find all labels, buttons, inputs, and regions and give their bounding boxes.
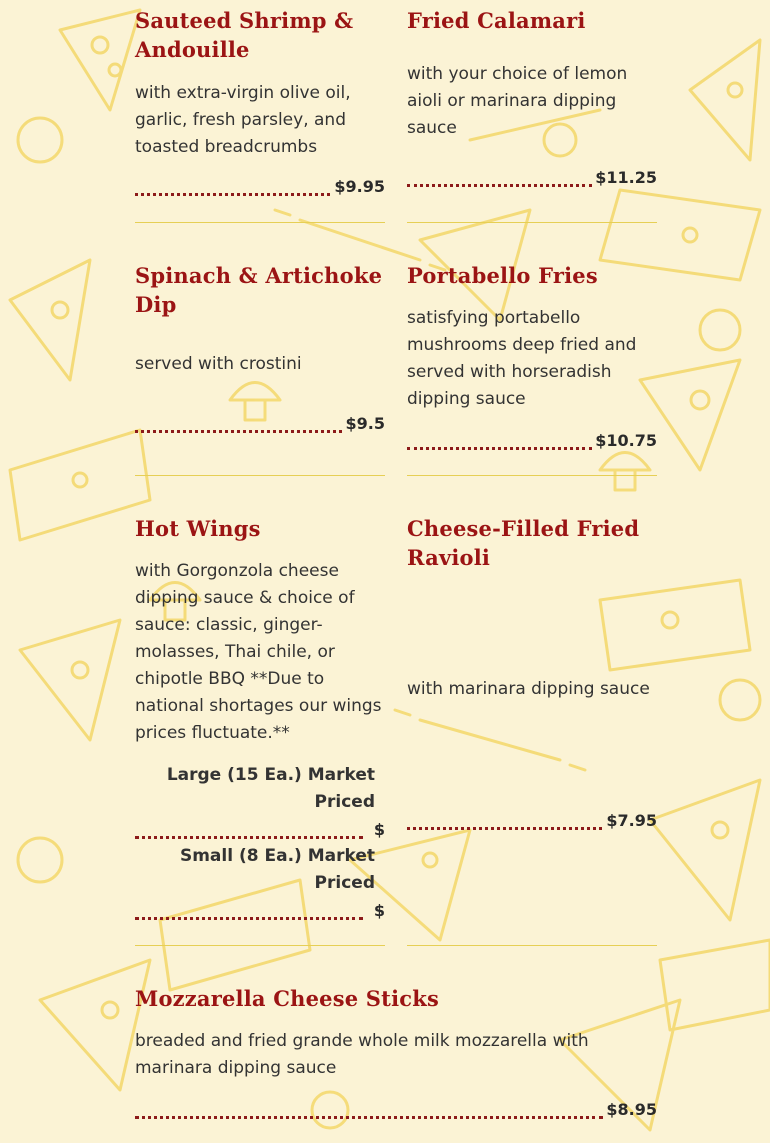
menu-item-title: Spinach & Artichoke Dip: [135, 263, 383, 317]
price-row: [407, 430, 657, 452]
menu-item-price: $9.5: [345, 414, 385, 433]
divider: [135, 222, 385, 223]
divider: [135, 475, 385, 476]
price-row: [135, 176, 385, 198]
menu-item-description: served with crostini: [135, 354, 302, 374]
divider: [407, 475, 657, 476]
menu-item-description: satisfying portabello mushrooms deep fried and served with horseradish dipping sauce: [407, 308, 637, 409]
dot-leader: [407, 447, 592, 450]
dot-leader: [407, 827, 602, 830]
menu-item-price: $11.25: [595, 168, 657, 187]
variant-price-large: $: [373, 820, 385, 839]
price-row: [407, 167, 657, 189]
variant-label-large: Large (15 Ea.) Market Priced: [166, 765, 375, 812]
menu-item-price: $9.95: [334, 177, 385, 196]
menu-item-spinach-artichoke-dip: [135, 261, 385, 461]
menu-item-cheese-ravioli: [407, 514, 657, 934]
price-row: [407, 810, 657, 832]
dot-leader: [135, 193, 330, 196]
menu-item-description: with extra-virgin olive oil, garlic, fresh parsley, and toasted breadcrumbs: [135, 83, 351, 157]
price-row: [135, 1099, 657, 1121]
dot-leader: [135, 917, 363, 920]
menu-item-sauteed-shrimp: [135, 6, 385, 206]
menu-item-description: with Gorgonzola cheese dipping sauce & choice of sauce: classic, ginger-molasses, Thai chile, or chipotle BBQ **Due to national shortages our wings prices fluctuate.**: [135, 561, 382, 743]
menu-item-price: $10.75: [595, 431, 657, 450]
price-row: [135, 413, 385, 435]
menu-item-portabello-fries: [407, 261, 657, 461]
menu-item-title: Fried Calamari: [407, 8, 586, 33]
menu-item-title: Portabello Fries: [407, 263, 598, 288]
menu-item-title: Mozzarella Cheese Sticks: [135, 986, 440, 1011]
menu-item-hot-wings: [135, 514, 385, 934]
dot-leader: [135, 430, 342, 433]
menu-item-price: $8.95: [606, 1100, 657, 1119]
menu-item-fried-calamari: [407, 6, 657, 206]
menu-item-title: Hot Wings: [135, 516, 261, 541]
divider: [135, 945, 385, 946]
menu-item-title: Cheese-Filled Fried Ravioli: [407, 516, 640, 570]
menu-item-description: with your choice of lemon aioli or marinara dipping sauce: [407, 64, 628, 138]
menu-item-title: Sauteed Shrimp & Andouille: [135, 8, 354, 62]
menu-item-description: breaded and fried grande whole milk mozzarella with marinara dipping sauce: [135, 1031, 589, 1078]
dot-leader: [135, 1116, 603, 1119]
variant-price-small: $: [373, 901, 385, 920]
divider: [407, 222, 657, 223]
dot-leader: [407, 184, 592, 187]
divider: [407, 945, 657, 946]
price-row: [135, 900, 385, 922]
dot-leader: [135, 836, 363, 839]
menu-item-mozzarella-sticks: [135, 984, 657, 1134]
variant-label-small: Small (8 Ea.) Market Priced: [179, 846, 375, 893]
price-row: [135, 819, 385, 841]
menu-item-price: $7.95: [606, 811, 657, 830]
menu-item-description: with marinara dipping sauce: [407, 679, 650, 699]
